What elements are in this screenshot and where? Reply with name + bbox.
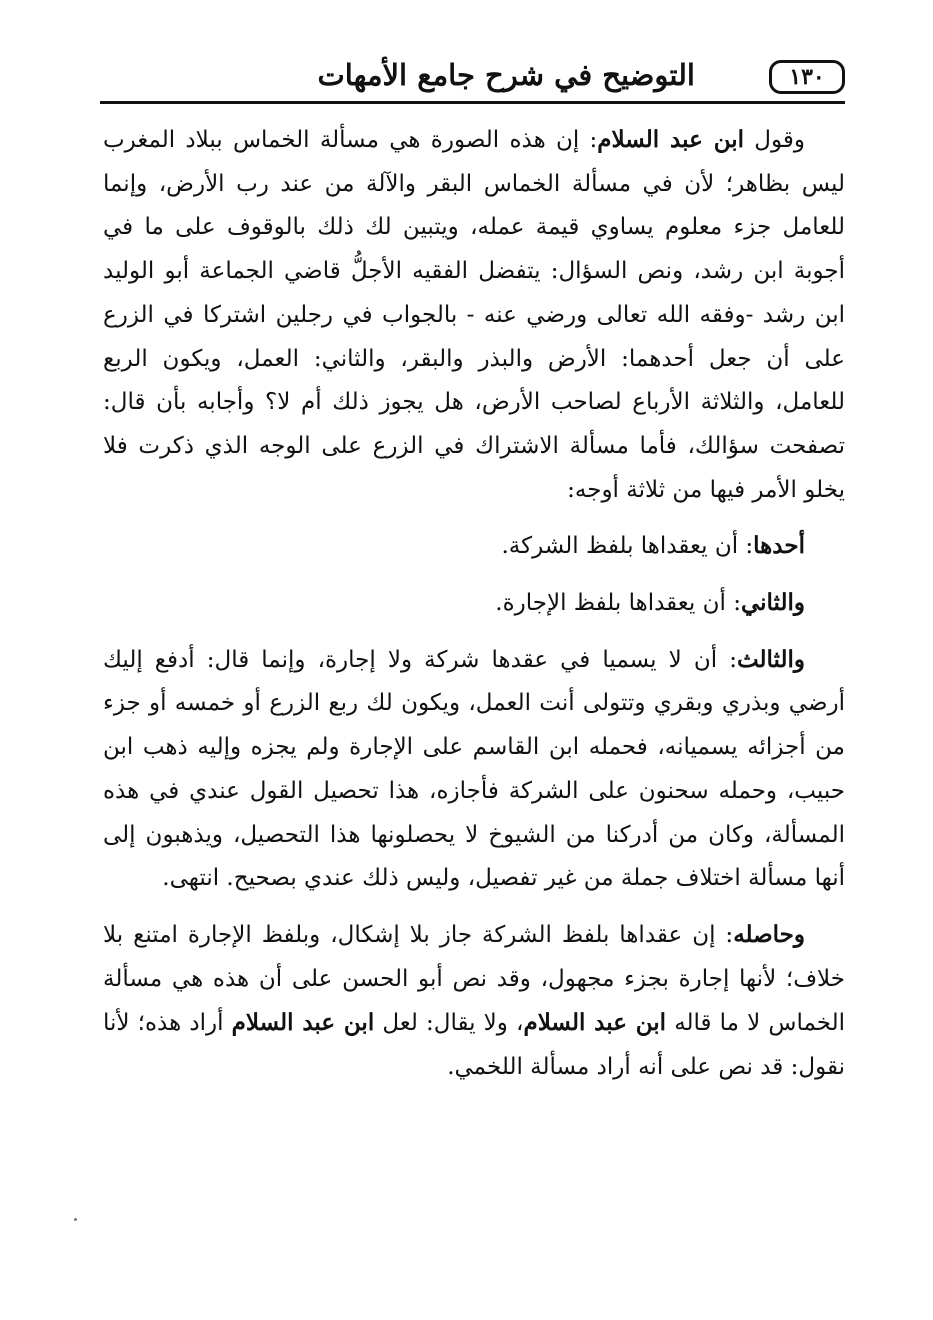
text-segment: : أن يعقداها بلفظ الإجارة. bbox=[495, 590, 741, 617]
paragraph-4 bbox=[103, 638, 845, 901]
page-number: ١٣٠ bbox=[789, 64, 825, 90]
text-segment: : أن يعقداها بلفظ الشركة. bbox=[501, 533, 754, 560]
body-text bbox=[103, 118, 845, 1090]
bold-term-third: والثالث bbox=[736, 645, 805, 673]
bold-name-ibn-abd-al-salam: ابن عبد السلام bbox=[523, 1009, 667, 1037]
page-number-box bbox=[769, 60, 845, 94]
header-title: التوضيح في شرح جامع الأمهات bbox=[317, 58, 695, 92]
bold-term-first: أحدها bbox=[753, 532, 805, 560]
bold-term-summary: وحاصله bbox=[733, 920, 805, 948]
paragraph-1 bbox=[103, 118, 845, 512]
text-segment: ، ولا يقال: لعل bbox=[374, 1010, 524, 1037]
running-header bbox=[100, 52, 845, 104]
paragraph-5 bbox=[103, 913, 845, 1090]
text-segment: أراد هذه؛ لأنا نقول: قد نص على أنه أراد مسألة اللخمي. bbox=[103, 1010, 845, 1081]
header-rule bbox=[100, 101, 845, 104]
text-segment: : أن لا يسميا في عقدها شركة ولا إجارة، وإنما قال: أدفع إليك أرضي وبذري وبقري وتتولى أنت العمل، ويكون لك ربع الزرع أو خمسه أو جزء من أجزائه يسميانه، فحمله ابن القاسم على الإجارة ولم يجزه وإليه ذهب ابن حبيب، وحمله سحنون على الشركة فأجازه، هذا تحصيل القول عندي في هذه المسألة، وكان من أدركنا من الشيوخ لا يحصلونها هذا التحصيل، ويذهبون إلى أنها مسألة اختلاف جملة من غير تفصيل، وليس ذلك عندي بصحيح. انتهى. bbox=[103, 646, 845, 892]
scan-speck bbox=[74, 1218, 77, 1221]
text-segment: : إن هذه الصورة هي مسألة الخماس ببلاد المغرب ليس بظاهر؛ لأن في مسألة الخماس البقر والآلة من عند رب الأرض، وإنما للعامل جزء معلوم يساوي قيمة عمله، ويتبين لك ذلك بالوقوف على ما في أجوبة ابن رشد، ونص السؤال: يتفضل الفقيه الأجلُّ قاضي الجماعة أبو الوليد ابن رشد -وفقه الله تعالى ورضي عنه - بالجواب في رجلين اشتركا في الزرع على أن جعل أحدهما: الأرض والبذر والبقر، والثاني: العمل، ويكون الربع للعامل، والثلاثة الأرباع لصاحب الأرض، هل يجوز ذلك أم لا؟ وأجابه بأن قال: تصفحت سؤالك، فأما مسألة الاشتراك في الزرع على الوجه الذي ذكرت فلا يخلو الأمر فيها من ثلاثة أوجه: bbox=[103, 127, 845, 503]
text-segment: وقول bbox=[744, 127, 805, 153]
bold-name-ibn-abd-al-salam: ابن عبد السلام bbox=[597, 126, 745, 153]
bold-term-second: والثاني bbox=[740, 589, 805, 617]
text-segment: : إن عقداها بلفظ الشركة جاز بلا إشكال، وبلفظ الإجارة امتنع بلا خلاف؛ لأنها إجارة بجزء مجهول، وقد نص أبو الحسن على أن هذه هي مسألة الخماس لا ما قاله bbox=[103, 921, 846, 1037]
paragraph-3 bbox=[103, 581, 845, 626]
paragraph-2 bbox=[103, 524, 845, 569]
bold-name-ibn-abd-al-salam: ابن عبد السلام bbox=[231, 1009, 375, 1037]
